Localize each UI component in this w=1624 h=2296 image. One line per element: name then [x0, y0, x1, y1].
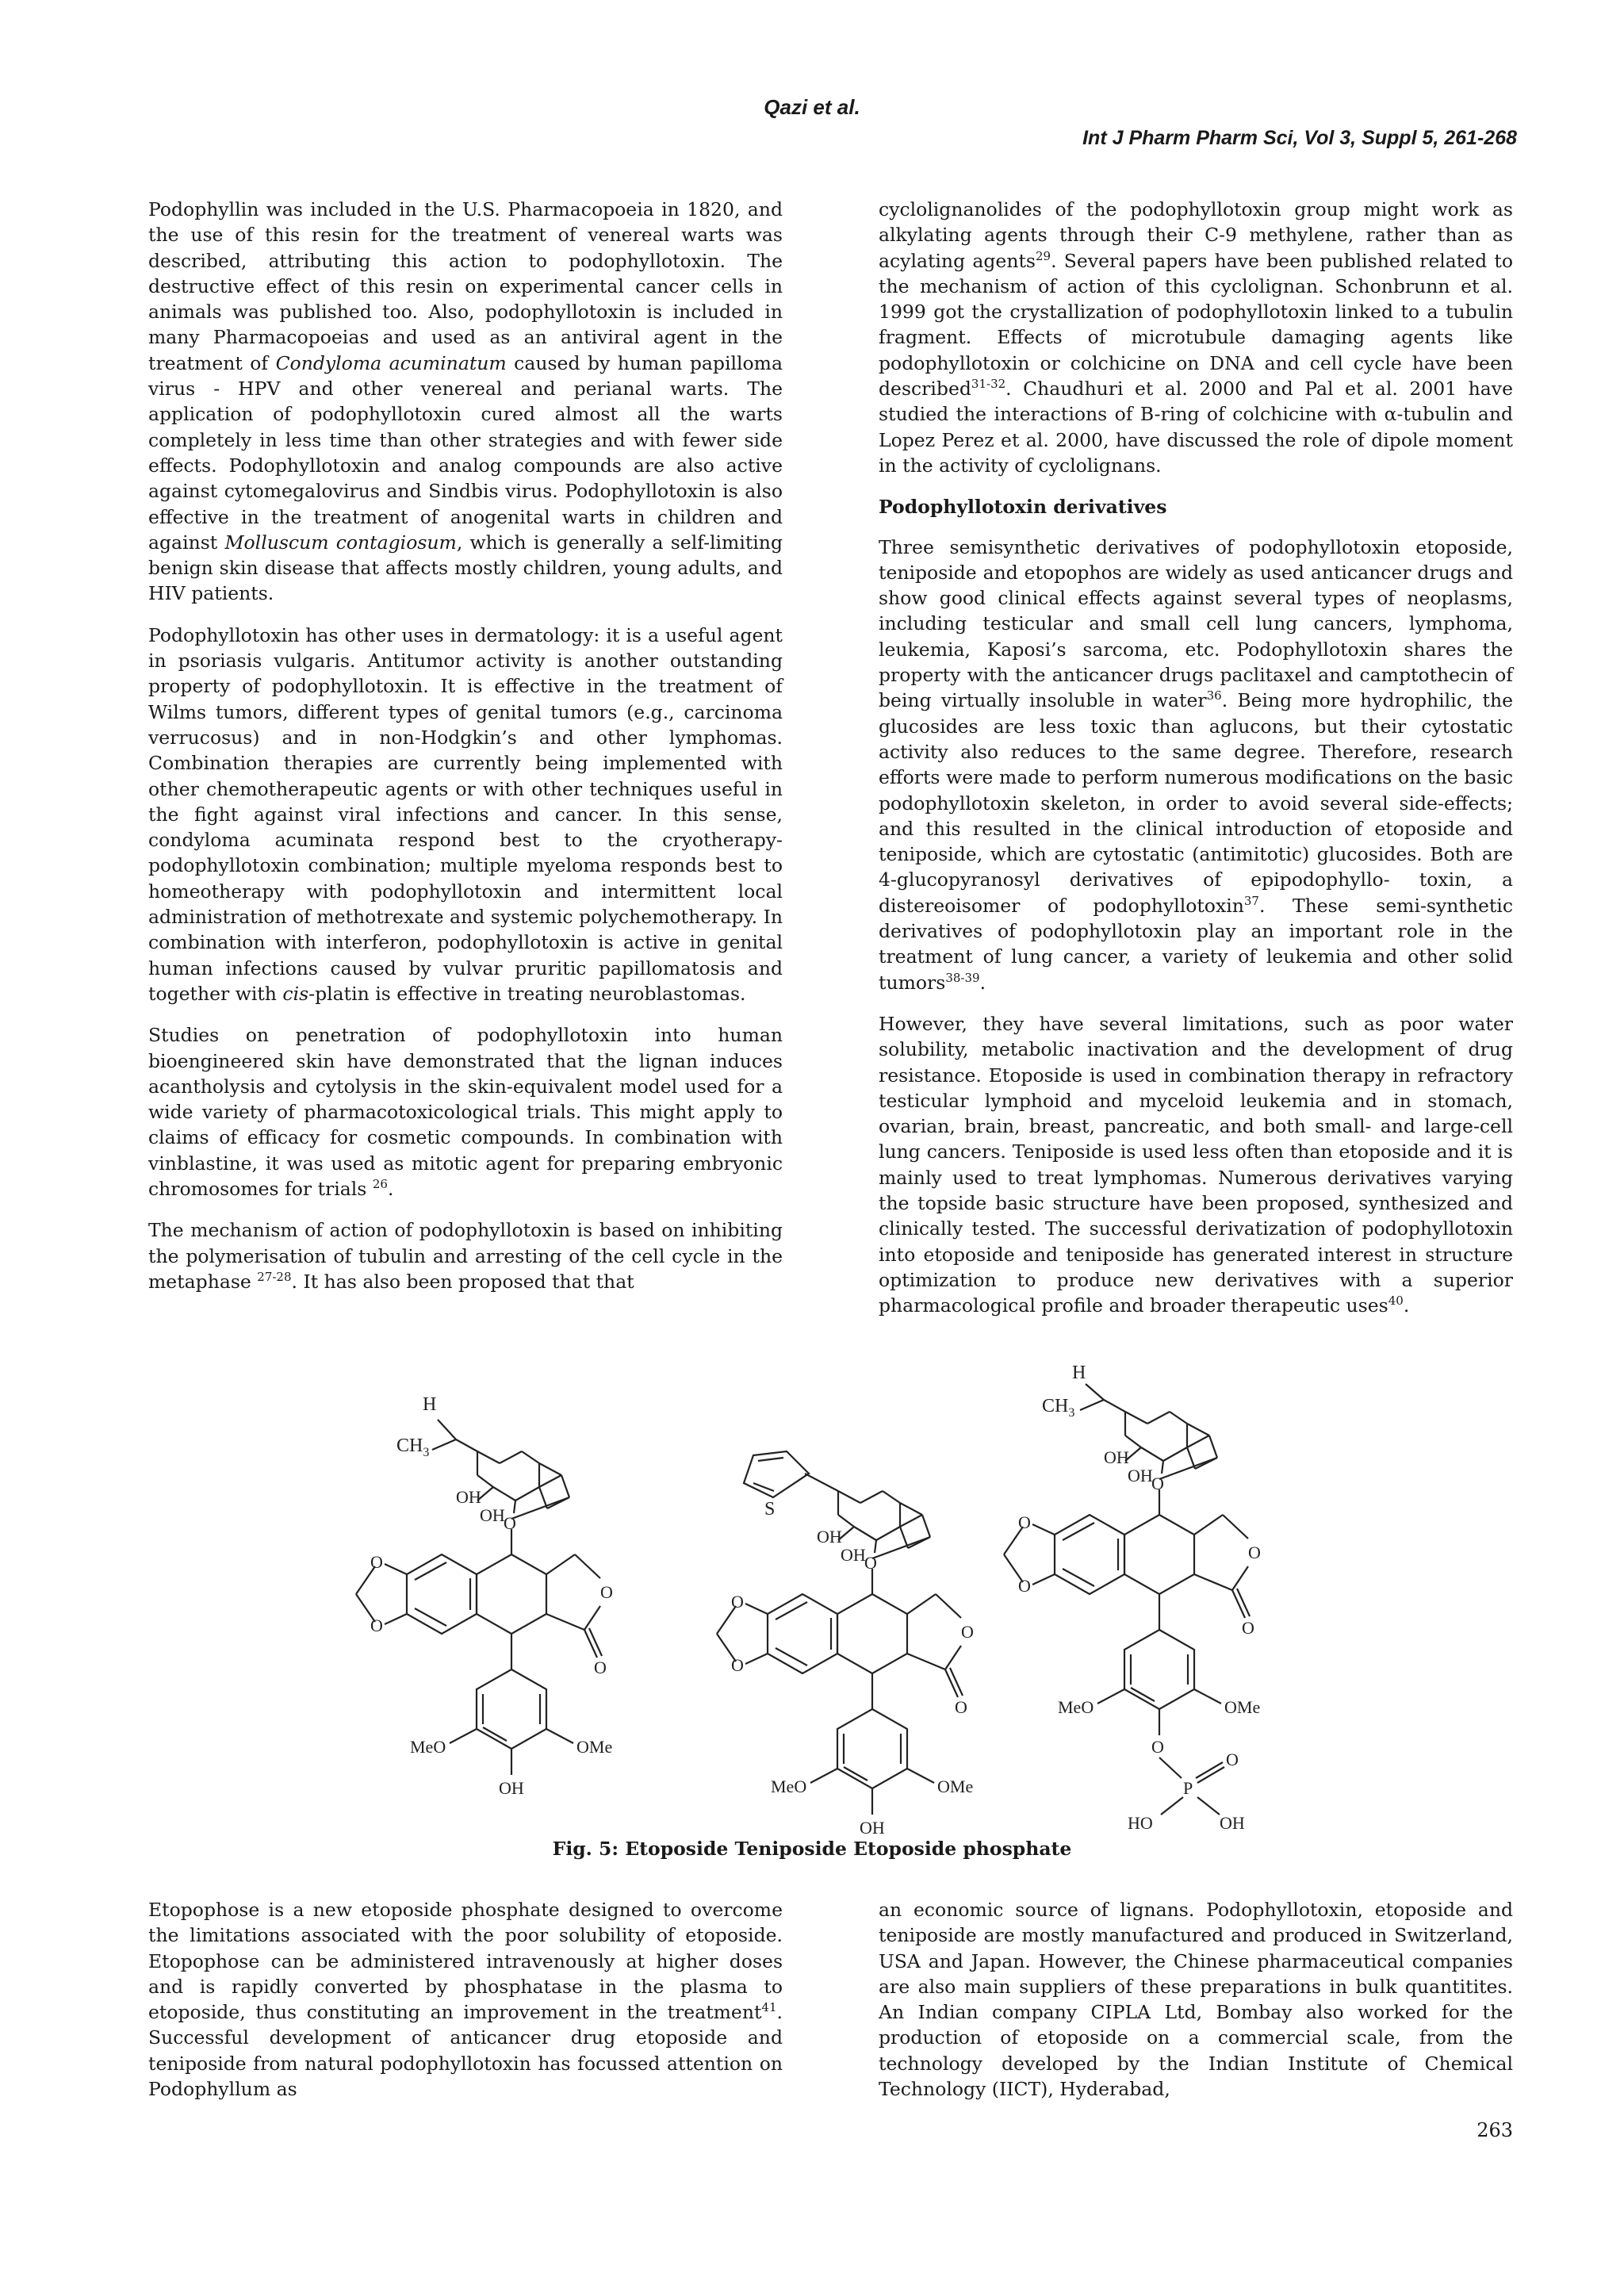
paragraph: Podophyllin was included in the U.S. Pharmacopoeia in 1820, and the use of this resin for the treatment of venereal warts was described, attributing this action to podophyllotoxin. The destructive effect of this resin on experimental cancer cells in animals was published too. Also, podophyllotoxin is included in many Pharmacopoeias and used as an antiviral agent in the treatment of Condyloma acuminatum caused by human papilloma virus - HPV and other venereal and perianal warts. The application of podophyllotoxin cured almost all the warts completely in less time than other strategies and with fewer side effects. Podophyllotoxin and analog compounds are also active against cytomegalovirus and Sindbis virus. Podophyllotoxin is also effective in the treatment of anogenital warts in children and against Molluscum contagiosum, which is generally a self-limiting benign skin disease that affects mostly children, young adults, and HIV patients.	[148, 198, 783, 605]
o-label: O	[600, 1582, 613, 1602]
ch3-label: $CH_3$	[396, 1435, 430, 1459]
oh-label: OH	[1128, 1466, 1153, 1485]
p-label: P	[1183, 1778, 1193, 1798]
ome-label: OMe	[937, 1777, 974, 1796]
o-label: O	[1242, 1618, 1254, 1638]
paragraph: cyclolignanolides of the podophyllotoxin group might work as alkylating agents through their C-9 methylene, rather than as acylating agents$^{29}$. Several papers have been published related to the mechanism of action of this cyclolignan. Schonbrunn et al. 1999 got the crystallization of podophyllotoxin linked to a tubulin fragment. Effects of microtubule damaging agents like podophyllotoxin or colchicine on DNA and cell cycle have been described$^{31-32}$. Chaudhuri et al. 2000 and Pal et al. 2001 have studied the interactions of B-ring of colchicine with α-tubulin and Lopez Perez et al. 2000, have discussed the role of dipole moment in the activity of cyclolignans.	[879, 198, 1513, 477]
ome-label: OMe	[576, 1737, 613, 1757]
meo-label: MeO	[410, 1737, 446, 1757]
paragraph: Podophyllotoxin has other uses in dermatology: it is a useful agent in psoriasis vulgaris. Antitumor activity is another outstanding property of podophyllotoxin. It is effective in the treatment of Wilms tumors, different types of genital tumors (e.g., carcinoma verrucosus) and in non-Hodgkin’s and other lymphomas. Combination therapies are currently being implemented with other chemotherapeutic agents or with other techniques useful in the fight against viral infections and cancer. In this sense, condyloma acuminata respond best to the cryotherapy-podophyllotoxin combination; multiple myeloma responds best to homeotherapy with podophyllotoxin and intermittent local administration of methotrexate and systemic polychemotherapy. In combination with interferon, podophyllotoxin is active in genital human infections caused by vulvar pruritic papillomatosis and together with cis-platin is effective in treating neuroblastomas.	[148, 623, 783, 1005]
o-label: O	[1151, 1737, 1164, 1757]
running-header-authors: Qazi et al.	[764, 95, 860, 119]
h-label: H	[1072, 1363, 1086, 1383]
s-label: S	[764, 1499, 776, 1520]
oh-label: OH	[456, 1487, 481, 1507]
left-column	[148, 197, 783, 1310]
paragraph: an economic source of lignans. Podophyllotoxin, etoposide and teniposide are mostly manufactured and produced in Switzerland, USA and Japan. However, the Chinese pharmaceutical companies are also main suppliers of these preparations in bulk quantitites. An Indian company CIPLA Ltd, Bombay also worked for the production of etoposide on a commercial scale, from the technology developed by the Indian Institute of Chemical Technology (IICT), Hyderabad,	[879, 1899, 1513, 2101]
etoposide-structure	[356, 1394, 613, 1798]
o-label: O	[731, 1592, 744, 1612]
o-label: O	[955, 1697, 967, 1717]
meo-label: MeO	[1058, 1697, 1094, 1717]
paragraph: Studies on penetration of podophyllotoxin into human bioengineered skin have demonstrated that the lignan induces acantholysis and cytolysis in the skin-equivalent model used for a wide variety of pharmacotoxicological trials. This might apply to claims of efficacy for cosmetic compounds. In combination with vinblastine, it was used as mitotic agent for preparing embryonic chromosomes for trials $^{26}$.	[148, 1024, 783, 1200]
oh-label: OH	[480, 1505, 505, 1525]
right-column	[879, 197, 1513, 1334]
o-label: O	[370, 1616, 383, 1635]
o-label: O	[594, 1658, 607, 1677]
o-label: O	[1018, 1576, 1031, 1596]
o-label: O	[961, 1622, 974, 1642]
ome-label: OMe	[1224, 1697, 1261, 1717]
o-label: O	[1018, 1512, 1031, 1532]
o-label: O	[1226, 1750, 1239, 1769]
paragraph: Three semisynthetic derivatives of podophyllotoxin etoposide, teniposide and etopophos are widely as used anticancer drugs and show good clinical effects against several types of neoplasms, including testicular and small cell lung cancers, lymphoma, leukemia, Kaposi’s sarcoma, etc. Podophyllotoxin shares the property with the anticancer drugs paclitaxel and camptothecin of being virtually insoluble in water$^{36}$. Being more hydrophilic, the glucosides are less toxic than aglucons, but their cytostatic activity also reduces to the same degree. Therefore, research efforts were made to perform numerous modifications on the basic podophyllotoxin skeleton, in order to avoid several side-effects; and this resulted in the clinical introduction of etoposide and teniposide, which are cytostatic (antimitotic) glucosides. Both are 4-glucopyranosyl derivatives of epipodophyllo- toxin, a distereoisomer of podophyllotoxin$^{37}$. These semi-synthetic derivatives of podophyllotoxin play an important role in the treatment of lung cancer, a variety of leukemia and other solid tumors$^{38-39}$.	[879, 535, 1513, 994]
structures-svg	[349, 1363, 1277, 1838]
ch3-label: $CH_3$	[1042, 1396, 1075, 1420]
o-label: O	[731, 1655, 744, 1675]
figure-caption: Fig. 5: Etoposide Teniposide Etoposide phosphate	[552, 1838, 1072, 1860]
chemical-structures-figure	[349, 1363, 1277, 1838]
paragraph: Etopophose is a new etoposide phosphate designed to overcome the limitations associated with the poor solubility of etoposide. Etopophose can be administered intravenously at higher doses and is rapidly converted by phosphatase in the plasma to etoposide, thus constituting an improvement in the treatment$^{41}$. Successful development of anticancer drug etoposide and teniposide from natural podophyllotoxin has focussed attention on Podophyllum as	[148, 1899, 783, 2101]
ho-label: HO	[1128, 1813, 1153, 1833]
running-header-journal: Int J Pharm Pharm Sci, Vol 3, Suppl 5, 261-268	[1082, 127, 1517, 149]
section-heading: Podophyllotoxin derivatives	[879, 496, 1167, 519]
oh-label: OH	[1104, 1447, 1129, 1467]
paragraph: However, they have several limitations, such as poor water solubility, metabolic inactivation and the development of drug resistance. Etoposide is used in combination therapy in refractory testicular lymphoid and myceloid leukemia and in stomach, ovarian, brain, breast, pancreatic, and both small- and large-cell lung cancers. Teniposide is used less often than etoposide and it is mainly used to treat lymphomas. Numerous derivatives varying the topside basic structure have been proposed, synthesized and clinically tested. The successful derivatization of podophyllotoxin into etoposide and teniposide has generated interest in structure optimization to produce new derivatives with a superior pharmacological profile and broader therapeutic uses$^{40}$.	[879, 1012, 1513, 1317]
h-label: H	[423, 1394, 437, 1415]
right-column-bottom	[879, 1897, 1513, 2118]
o-label: O	[1248, 1543, 1261, 1562]
o-label: O	[504, 1513, 516, 1533]
paragraph: The mechanism of action of podophyllotoxin is based on inhibiting the polymerisation of tubulin and arresting of the cell cycle in the metaphase $^{27-28}$. It has also been proposed that that	[148, 1219, 783, 1293]
meo-label: MeO	[771, 1777, 807, 1796]
oh-label: OH	[841, 1545, 866, 1565]
o-label: O	[1151, 1474, 1164, 1493]
oh-label: OH	[1220, 1813, 1245, 1833]
o-label: O	[370, 1552, 383, 1572]
page-number: 263	[1477, 2119, 1513, 2141]
oh-label: OH	[860, 1818, 885, 1838]
etoposide-phosphate-structure	[1004, 1363, 1261, 1833]
teniposide-structure	[717, 1451, 974, 1838]
oh-label: OH	[499, 1778, 524, 1798]
oh-label: OH	[817, 1527, 842, 1547]
o-label: O	[864, 1553, 877, 1573]
left-column-bottom	[148, 1897, 783, 2118]
